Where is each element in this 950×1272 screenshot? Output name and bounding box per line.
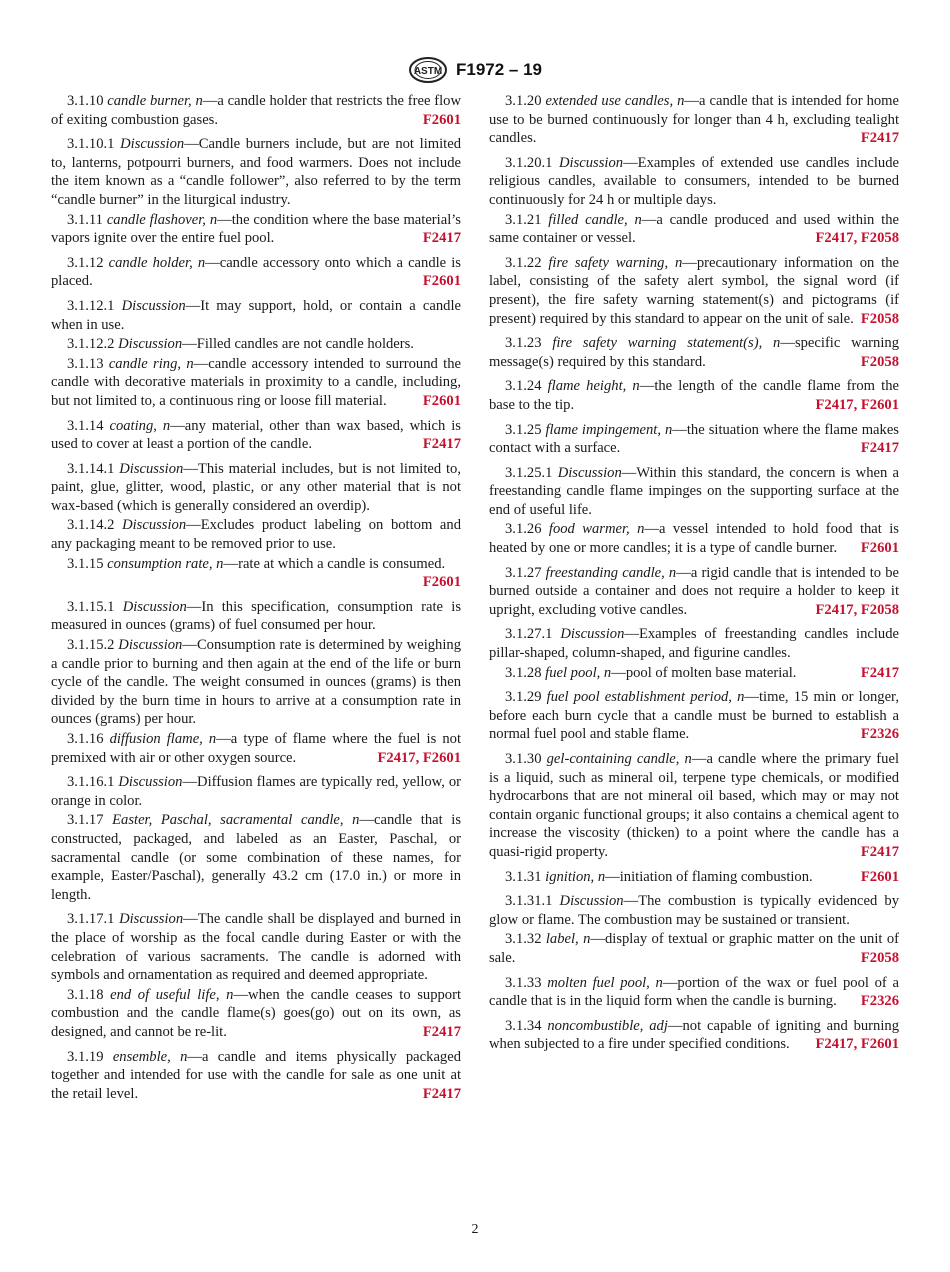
definition-entry [489,750,899,862]
entry-term: candle holder, n [108,254,206,271]
entry-term: coating, n [109,417,171,434]
definition-entry [51,135,461,209]
reference-link[interactable]: F2417, F2058 [815,230,899,247]
entry-term: candle burner, n [107,93,203,109]
astm-logo-text: ASTM [413,66,443,77]
reference-link[interactable]: F2417, F2601 [815,1036,899,1053]
entry-text: —Diffusion flames are typically red, yellow, or orange in color. [51,774,462,809]
reference-link[interactable]: F2417 [422,1023,461,1040]
entry-text: —specific warning message(s) required by this standard. [489,335,899,370]
entry-number: 3.1.11 [67,211,103,228]
reference-link[interactable]: F2417 [860,440,899,457]
entry-number: 3.1.17.1 [67,911,115,928]
definition-entry [489,92,899,148]
entry-text: —a type of flame where the fuel is not premixed with air or other oxygen source. [51,731,461,766]
entry-text: —Examples of extended use candles include religious candles, available to consumers, intended to be burned continuously for 24 h or multiple days. [489,154,899,208]
reference-link[interactable]: F2326 [860,993,899,1010]
entry-number: 3.1.19 [67,1048,104,1065]
definition-entry [51,355,461,411]
entry-number: 3.1.22 [505,254,542,271]
entry-term: Discussion [121,297,186,314]
definition-entry [489,930,899,967]
entry-text: —candle that is constructed, packaged, and labeled as an Easter, Paschal, or sacramental candle (or some combination of these names, for example, Easter/Paschal), generally 43.2 cm (17.0 in.) or more in length. [51,812,462,903]
definition-entry [51,555,461,592]
definition-entry [489,868,899,887]
entry-text: —rate at which a candle is consumed. [223,555,446,572]
entry-number: 3.1.13 [67,355,104,372]
definition-entry [489,892,899,929]
entry-term: Discussion [122,517,187,534]
entry-number: 3.1.28 [505,664,542,681]
entry-number: 3.1.27.1 [505,626,553,643]
entry-term: consumption rate, n [107,555,224,572]
definition-entry [489,664,899,683]
astm-logo-icon [408,56,448,84]
entry-number: 3.1.31 [505,868,542,885]
entry-term: Discussion [119,911,184,928]
right-column [489,92,899,1060]
definition-entry [51,297,461,334]
entry-term: fuel pool, n [545,664,612,681]
reference-link[interactable]: F2417, F2058 [815,601,899,618]
entry-term: extended use candles, n [545,93,685,109]
reference-link[interactable]: F2601 [860,540,899,557]
entry-term: Discussion [559,154,624,171]
entry-term: Discussion [560,626,625,643]
entry-text: —the situation where the flame makes contact with a surface. [489,421,899,457]
entry-text: —time, 15 min or longer, before each burn cycle that a candle must be burned to establish a normal fuel pool and stable flame. [489,689,899,743]
entry-term: Discussion [559,893,624,910]
entry-term: fire safety warning, n [548,254,683,271]
definition-entry [51,92,461,129]
entry-term: diffusion flame, n [109,731,217,747]
reference-link[interactable]: F2417 [422,1085,461,1102]
definition-entry [489,421,899,458]
entry-number: 3.1.30 [505,751,542,767]
entry-number: 3.1.14.2 [67,517,115,534]
entry-text: —Filled candles are not candle holders. [182,336,414,353]
entry-number: 3.1.12.1 [67,297,115,314]
definition-entry [489,520,899,557]
entry-number: 3.1.15 [67,555,104,572]
definition-entry [51,1048,461,1104]
entry-term: ensemble, n [112,1048,188,1065]
entry-term: freestanding candle, n [545,564,677,581]
entry-term: gel-containing candle, n [546,751,692,767]
entry-text: —a vessel intended to hold food that is heated by one or more candles; it is a type of candle burner. [489,521,899,557]
entry-number: 3.1.10.1 [67,136,115,153]
entry-number: 3.1.20 [505,93,542,109]
entry-text: —This material includes, but is not limited to, paint, glue, glitter, wood, plastic, or any other material that is not wax-based (which is generally considered an overdip). [51,460,461,514]
definition-entry [51,335,461,354]
definition-entry [51,910,461,984]
entry-number: 3.1.25.1 [505,464,553,481]
entry-term: Easter, Paschal, sacramental candle, n [112,812,360,829]
entry-text: —The combustion is typically evidenced by glow or flame. The combustion may be sustained or transient. [489,893,899,928]
definition-entry [489,688,899,744]
entry-number: 3.1.16 [67,731,104,747]
definition-entry [51,811,461,904]
entry-text: —when the candle ceases to support combustion and the candle flame(s) goes(go) out on its own, as designed, and cannot be re-lit. [51,986,462,1040]
entry-text: —a candle and items physically packaged together and intended for use with the candle for sale as one unit at the retail level. [51,1048,461,1102]
entry-number: 3.1.23 [505,335,542,352]
reference-link[interactable]: F2417 [860,130,899,147]
entry-term: food warmer, n [548,521,645,538]
entry-term: Discussion [119,460,184,477]
reference-link[interactable]: F2601 [422,574,461,591]
definition-entry [51,773,461,810]
reference-link[interactable]: F2417, F2601 [377,749,461,766]
entry-term: Discussion [122,598,187,615]
definition-entry [489,625,899,662]
entry-term: filled candle, n [548,211,642,228]
entry-number: 3.1.12 [67,254,104,271]
entry-term: Discussion [118,774,183,791]
entry-number: 3.1.27 [505,564,542,581]
entry-text: —Within this standard, the concern is when a freestanding candle flame impinges on the supporting surface at the end of useful life. [489,464,899,518]
entry-text: —display of textual or graphic matter on the unit of sale. [489,931,899,966]
reference-link[interactable]: F2058 [860,949,899,966]
entry-text: —candle accessory onto which a candle is placed. [51,254,461,290]
entry-term: end of useful life, n [110,986,234,1003]
entry-term: Discussion [120,136,185,153]
entry-text: —The candle shall be displayed and burned in the place of worship as the focal candle during Easter or with the celebration of various sacraments. The candle is adorned with symbols and ornamentation as required and deemed appropriate. [51,911,461,984]
document-id: F1972 – 19 [455,60,542,79]
reference-link[interactable]: F2417 [422,436,461,453]
entry-number: 3.1.25 [505,421,542,438]
entry-number: 3.1.31.1 [505,893,553,910]
definition-entry [51,516,461,553]
entry-number: 3.1.12.2 [67,336,115,353]
entry-text: —Consumption rate is determined by weighing a candle prior to burning and then again at the end of the life or burn cycle of the candle. The weight consumed in ounces (grams) is then divided by the burn time in hours to arrive at a consumption rate in ounces (grams) per hour. [51,637,461,728]
definition-entry [51,986,461,1042]
entry-text: —the length of the candle flame from the base to the tip. [489,378,899,413]
reference-link[interactable]: F2601 [422,273,461,290]
entry-text: —candle accessory intended to surround the candle with decorative materials in proximity to a candle, including, but not limited to, a continuous ring or loose fill material. [51,355,461,409]
entry-text: —a candle that is intended for home use to be burned continuously for longer than 4 h, excluding tealight candles. [489,93,900,147]
definition-entry [489,564,899,620]
entry-text: —portion of the wax or fuel pool of a candle that is in the liquid form when the candle is burning. [489,974,899,1010]
definition-entry [51,254,461,291]
entry-number: 3.1.15.1 [67,598,115,615]
entry-text: —In this specification, consumption rate is measured in ounces (grams) of fuel consumed per hour. [51,598,461,634]
definition-entry [489,377,899,414]
entry-term: molten fuel pool, n [547,974,663,991]
entry-text: —Examples of freestanding candles include pillar-shaped, column-shaped, and figurine candles. [489,626,899,662]
definition-entry [489,154,899,210]
reference-link[interactable]: F2058 [860,353,899,370]
entry-number: 3.1.34 [505,1017,542,1034]
reference-link[interactable]: F2326 [860,726,899,743]
entry-text: —precautionary information on the label, consisting of the safety alert symbol, the signal word (if present), the fire safety warning statement(s) and pictograms (if present) required by this standard to appear on the unit of sale. [489,254,899,327]
entry-term: Discussion [118,637,183,654]
entry-term: ignition, n [545,868,606,885]
definition-entry [51,636,461,729]
definition-entry [489,254,899,328]
entry-term: Discussion [557,464,622,481]
entry-number: 3.1.16.1 [67,774,115,791]
entry-term: label, n [545,931,591,948]
reference-link[interactable]: F2601 [422,111,461,128]
entry-number: 3.1.26 [505,521,542,538]
entry-text: —Candle burners include, but are not limited to, lanterns, potpourri burners, and food warmers. Does not include the item known as a “candle follower”, also referred to by the term “candle burner” in the liturgical industry. [51,136,461,208]
entry-text: —any material, other than wax based, which is used to cover at least a portion of the candle. [51,417,461,453]
entry-number: 3.1.33 [505,974,542,991]
entry-term: fuel pool establishment period, n [546,689,745,706]
entry-term: noncombustible, adj [547,1017,668,1034]
entry-text: —a rigid candle that is intended to be burned outside a container and does not require a holder to keep it upright, excluding votive candles. [489,564,899,618]
reference-link[interactable]: F2058 [860,310,899,327]
entry-number: 3.1.18 [67,986,104,1003]
entry-term: Discussion [118,336,183,353]
definition-entry [489,464,899,520]
reference-link[interactable]: F2417 [860,843,899,860]
definition-entry [51,730,461,767]
reference-link[interactable]: F2417 [422,230,461,247]
entry-number: 3.1.17 [67,812,104,829]
reference-link[interactable]: F2417 [860,664,899,681]
entry-number: 3.1.14 [67,417,104,434]
entry-number: 3.1.20.1 [505,154,553,171]
entry-number: 3.1.21 [505,211,542,228]
reference-link[interactable]: F2601 [422,392,461,409]
definition-entry [489,974,899,1011]
entry-text: —It may support, hold, or contain a candle when in use. [51,297,461,333]
entry-number: 3.1.29 [505,689,542,706]
definition-entry [489,211,899,248]
reference-link[interactable]: F2417, F2601 [815,396,899,413]
entry-text: —pool of molten base material. [611,664,797,681]
entry-text: —the condition where the base material’s vapors ignite over the entire fuel pool. [51,211,461,247]
definition-entry [51,460,461,516]
entry-number: 3.1.24 [505,378,542,395]
entry-term: fire safety warning statement(s), n [552,335,781,352]
page-number: 2 [471,1222,479,1237]
entry-term: candle ring, n [108,355,194,372]
entry-number: 3.1.32 [505,931,542,948]
entry-text: —a candle holder that restricts the free flow of exiting combustion gases. [51,93,461,128]
entry-term: flame height, n [547,378,640,395]
entry-text: —not capable of igniting and burning when subjected to a fire under specified conditions. [489,1017,899,1053]
entry-text: —a candle produced and used within the same container or vessel. [489,211,899,247]
definition-entry [51,417,461,454]
definition-entry [51,598,461,635]
page-header [0,56,950,84]
entry-text: —Excludes product labeling on bottom and any packaging meant to be removed prior to use. [51,517,461,553]
entry-number: 3.1.14.1 [67,460,115,477]
definition-entry [51,211,461,248]
reference-link[interactable]: F2601 [860,868,899,885]
entry-text: —a candle where the primary fuel is a liquid, such as mineral oil, terpene type chemicals, or modified hydrocarbons that are not mineral oil based, which may or may not contain organic functional groups; it also contains a chemical agent to increase the viscosity (thicken) to a point where the candle has a quasi-rigid property. [489,751,899,860]
left-column [51,92,461,1109]
definition-entry [489,334,899,371]
entry-number: 3.1.10 [67,93,104,109]
entry-number: 3.1.15.2 [67,637,115,654]
entry-term: flame impingement, n [545,421,673,438]
entry-text: —initiation of flaming combustion. [605,868,813,885]
entry-term: candle flashover, n [106,211,218,228]
definition-entry [489,1017,899,1054]
